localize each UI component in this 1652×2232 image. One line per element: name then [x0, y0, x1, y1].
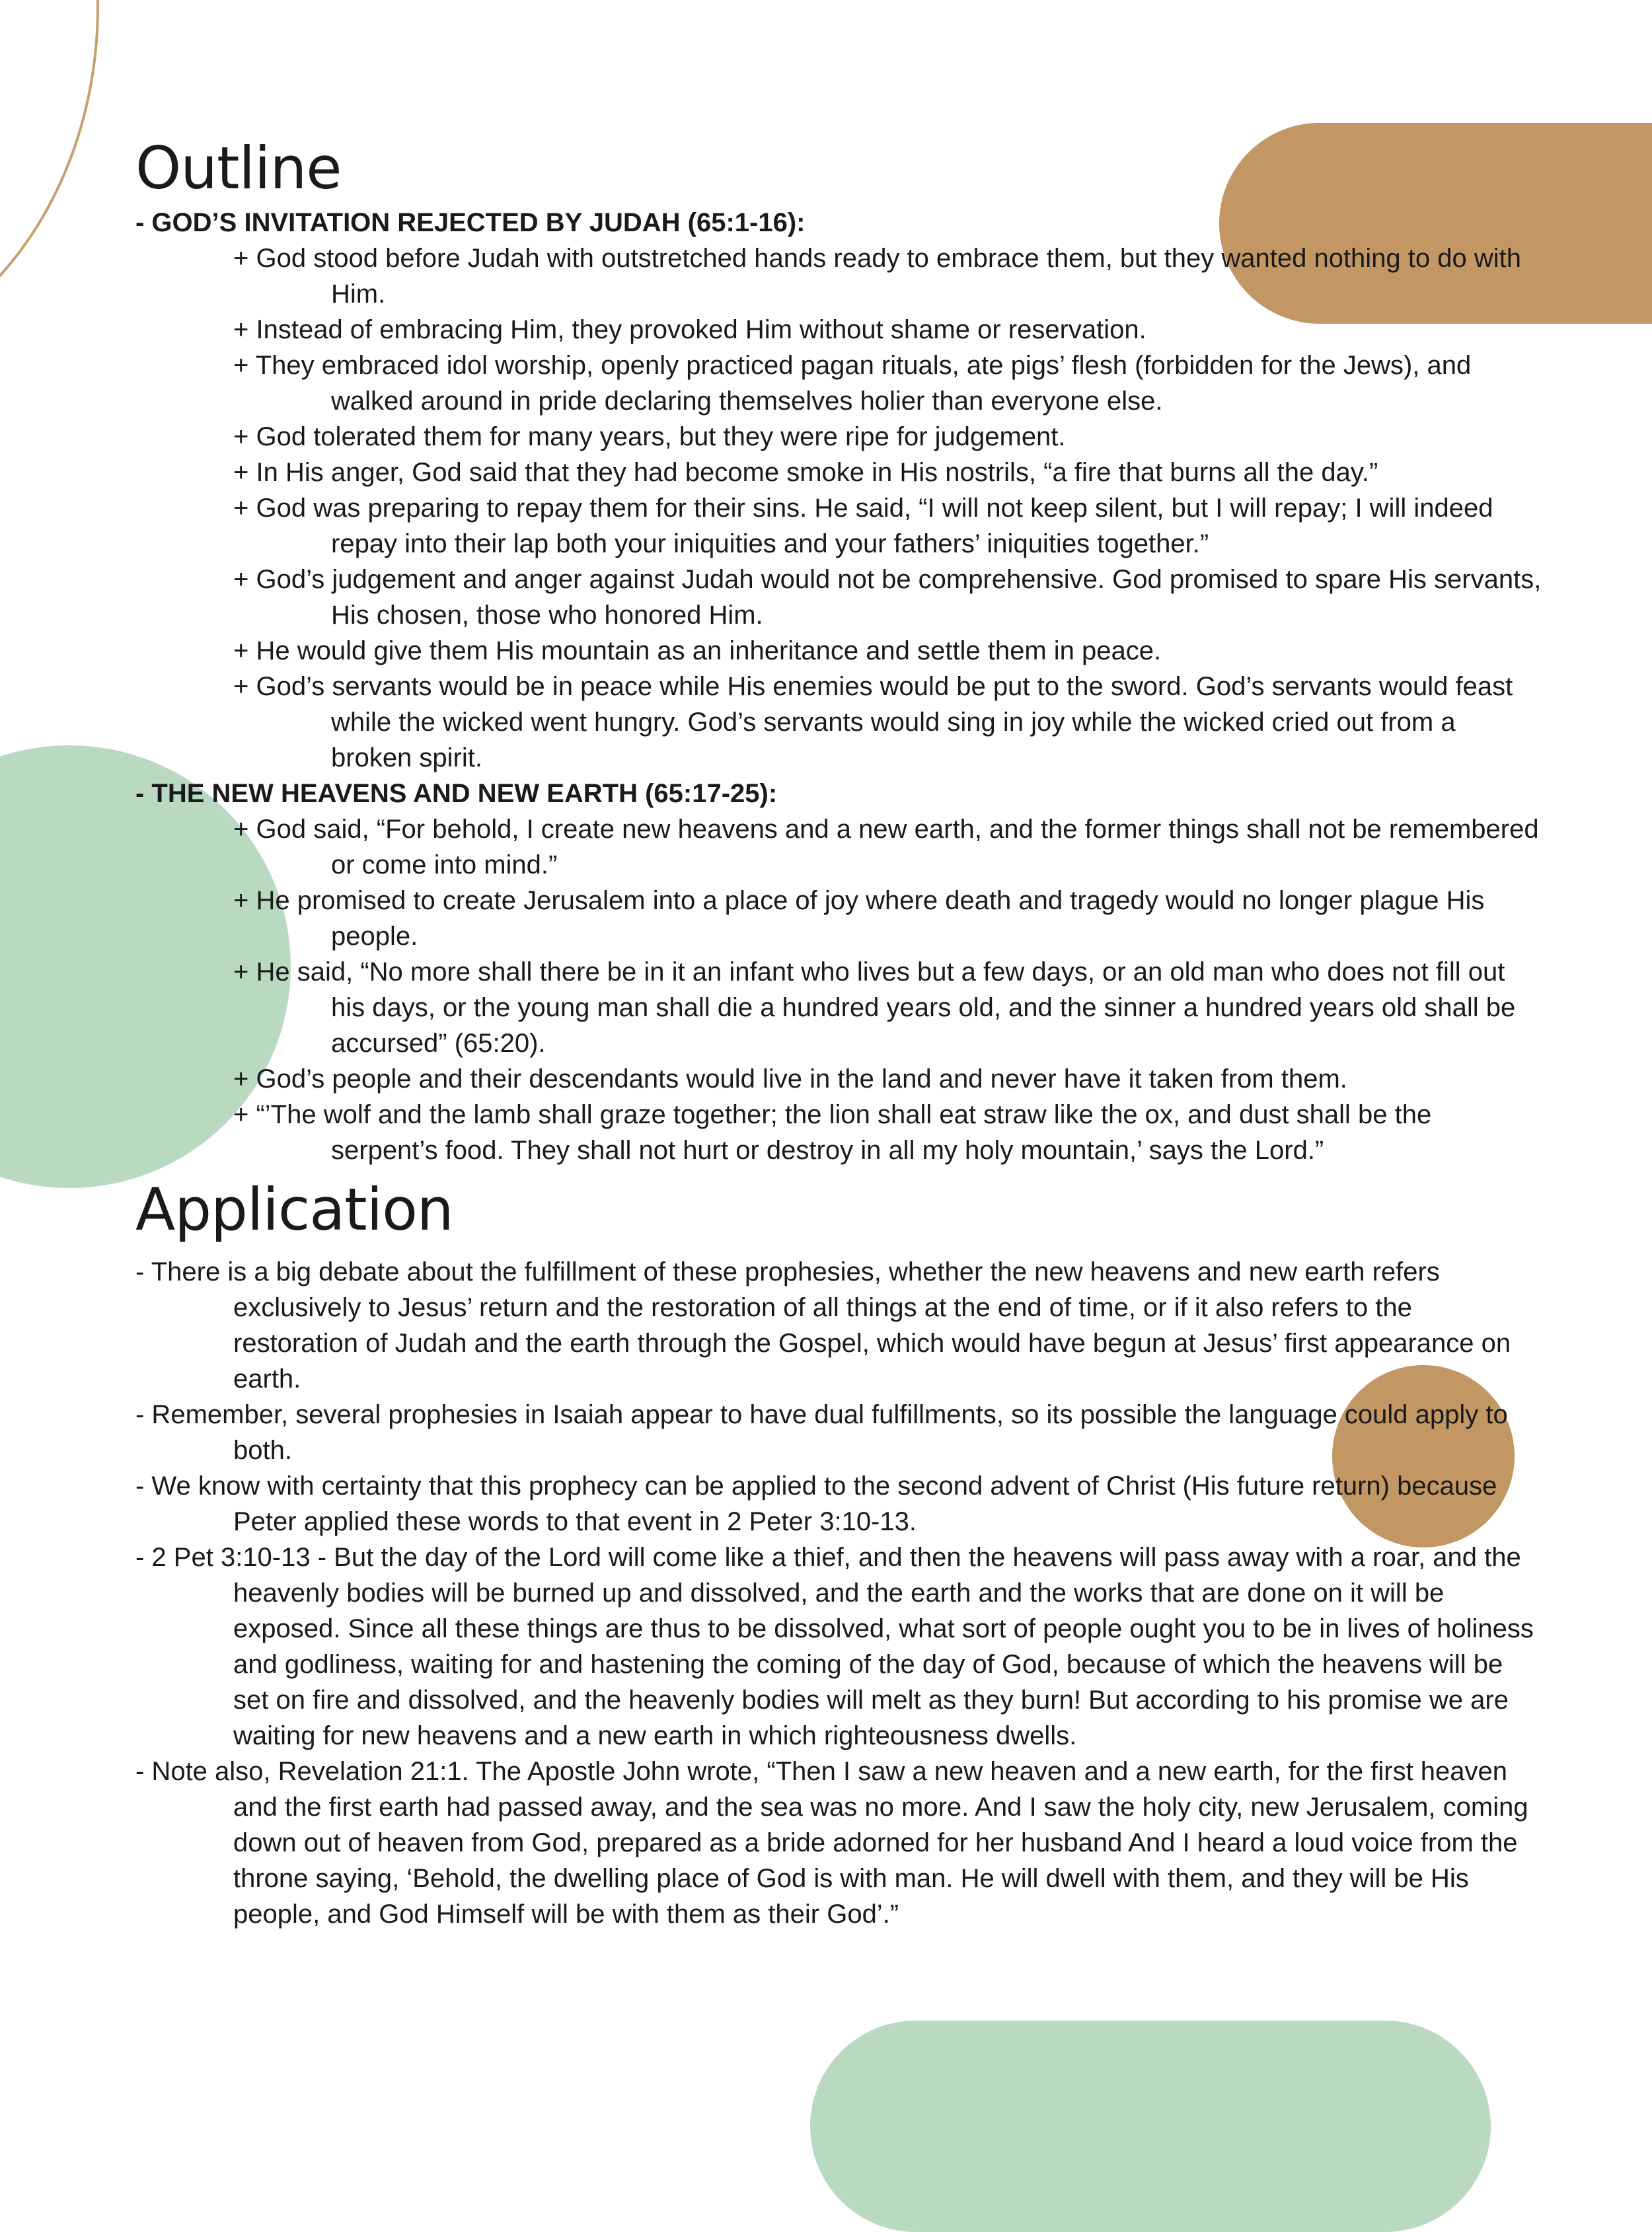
- outline-section: [135, 776, 1543, 1168]
- outline-point: + God tolerated them for many years, but they were ripe for judgement.: [233, 422, 1066, 451]
- outline-point: + God’s servants would be in peace while His enemies would be put to the sword. God’s servants would feast while the wicked went hungry. God’s servants would sing in joy while the wicked cried out from a broken spirit.: [233, 672, 1513, 772]
- section-title: - GOD’S INVITATION REJECTED BY JUDAH (65:1-16):: [135, 208, 806, 237]
- application-point: - Remember, several prophesies in Isaiah appear to have dual fulfillments, so its possible the language could apply to both.: [135, 1400, 1508, 1465]
- outline-point: + God stood before Judah with outstretched hands ready to embrace them, but they wanted nothing to do with Him.: [233, 244, 1522, 309]
- outline-section: [135, 205, 1543, 776]
- application-list: [135, 1254, 1543, 1932]
- outline-point: + He promised to create Jerusalem into a place of joy where death and tragedy would no longer plague His people.: [233, 886, 1485, 951]
- outline-point: + God was preparing to repay them for their sins. He said, “I will not keep silent, but I will repay; I will indeed repay into their lap both your iniquities and your fathers’ iniquities together.”: [233, 494, 1493, 558]
- outline-point: + “’The wolf and the lamb shall graze together; the lion shall eat straw like the ox, and dust shall be the serpent’s food. They shall not hurt or destroy in all my holy mountain,’ says the Lord.”: [233, 1100, 1432, 1165]
- decorative-arc: [0, 0, 99, 370]
- application-point: - Note also, Revelation 21:1. The Apostle John wrote, “Then I saw a new heaven and a new earth, for the first heaven and the first earth had passed away, and the sea was no more. And I saw the holy city, new Jerusalem, coming down out of heaven from God, prepared as a bride adorned for her husband And I heard a loud voice from the throne saying, ‘Behold, the dwelling place of God is with man. He will dwell with them, and they will be His people, and God Himself will be with them as their God’.”: [135, 1757, 1528, 1929]
- outline-point: + God’s judgement and anger against Judah would not be comprehensive. God promised to spare His servants, His chosen, those who honored Him.: [233, 565, 1542, 630]
- application-heading: Application: [135, 1175, 453, 1244]
- outline-point: + They embraced idol worship, openly practiced pagan rituals, ate pigs’ flesh (forbidden for the Jews), and walked around in pride declaring themselves holier than everyone else.: [233, 351, 1472, 416]
- section-title: - THE NEW HEAVENS AND NEW EARTH (65:17-25):: [135, 779, 778, 808]
- document-body: [135, 132, 1543, 1932]
- outline-point: + God’s people and their descendants would live in the land and never have it taken from them.: [233, 1064, 1347, 1094]
- outline-heading: Outline: [135, 134, 342, 202]
- decorative-green-pill: [810, 2021, 1491, 2232]
- application-point: - There is a big debate about the fulfillment of these prophesies, whether the new heavens and new earth refers exclusively to Jesus’ return and the restoration of all things at the end of time, or if it also refers to the restoration of Judah and the earth through the Gospel, which would have begun at Jesus’ first appearance on earth.: [135, 1257, 1511, 1394]
- application-point: - We know with certainty that this prophecy can be applied to the second advent of Christ (His future return) because Peter applied these words to that event in 2 Peter 3:10-13.: [135, 1471, 1497, 1536]
- outline-point: + He would give them His mountain as an inheritance and settle them in peace.: [233, 636, 1162, 665]
- outline-point: + God said, “For behold, I create new heavens and a new earth, and the former things shall not be remembered or come into mind.”: [233, 815, 1539, 879]
- outline-point: + In His anger, God said that they had become smoke in His nostrils, “a fire that burns all the day.”: [233, 458, 1378, 487]
- application-point: - 2 Pet 3:10-13 - But the day of the Lord will come like a thief, and then the heavens will pass away with a roar, and the heavenly bodies will be burned up and dissolved, and the earth and the works that are done on it will be exposed. Since all these things are thus to be dissolved, what sort of people ought you to be in lives of holiness and godliness, waiting for and hastening the coming of the day of God, because of which the heavens will be set on fire and dissolved, and the heavenly bodies will melt as they burn! But according to his promise we are waiting for new heavens and a new earth in which righteousness dwells.: [135, 1543, 1534, 1750]
- outline-point: + Instead of embracing Him, they provoked Him without shame or reservation.: [233, 315, 1146, 344]
- outline-point: + He said, “No more shall there be in it an infant who lives but a few days, or an old man who does not fill out his days, or the young man shall die a hundred years old, and the sinner a hundred years old shall be accursed” (65:20).: [233, 957, 1516, 1058]
